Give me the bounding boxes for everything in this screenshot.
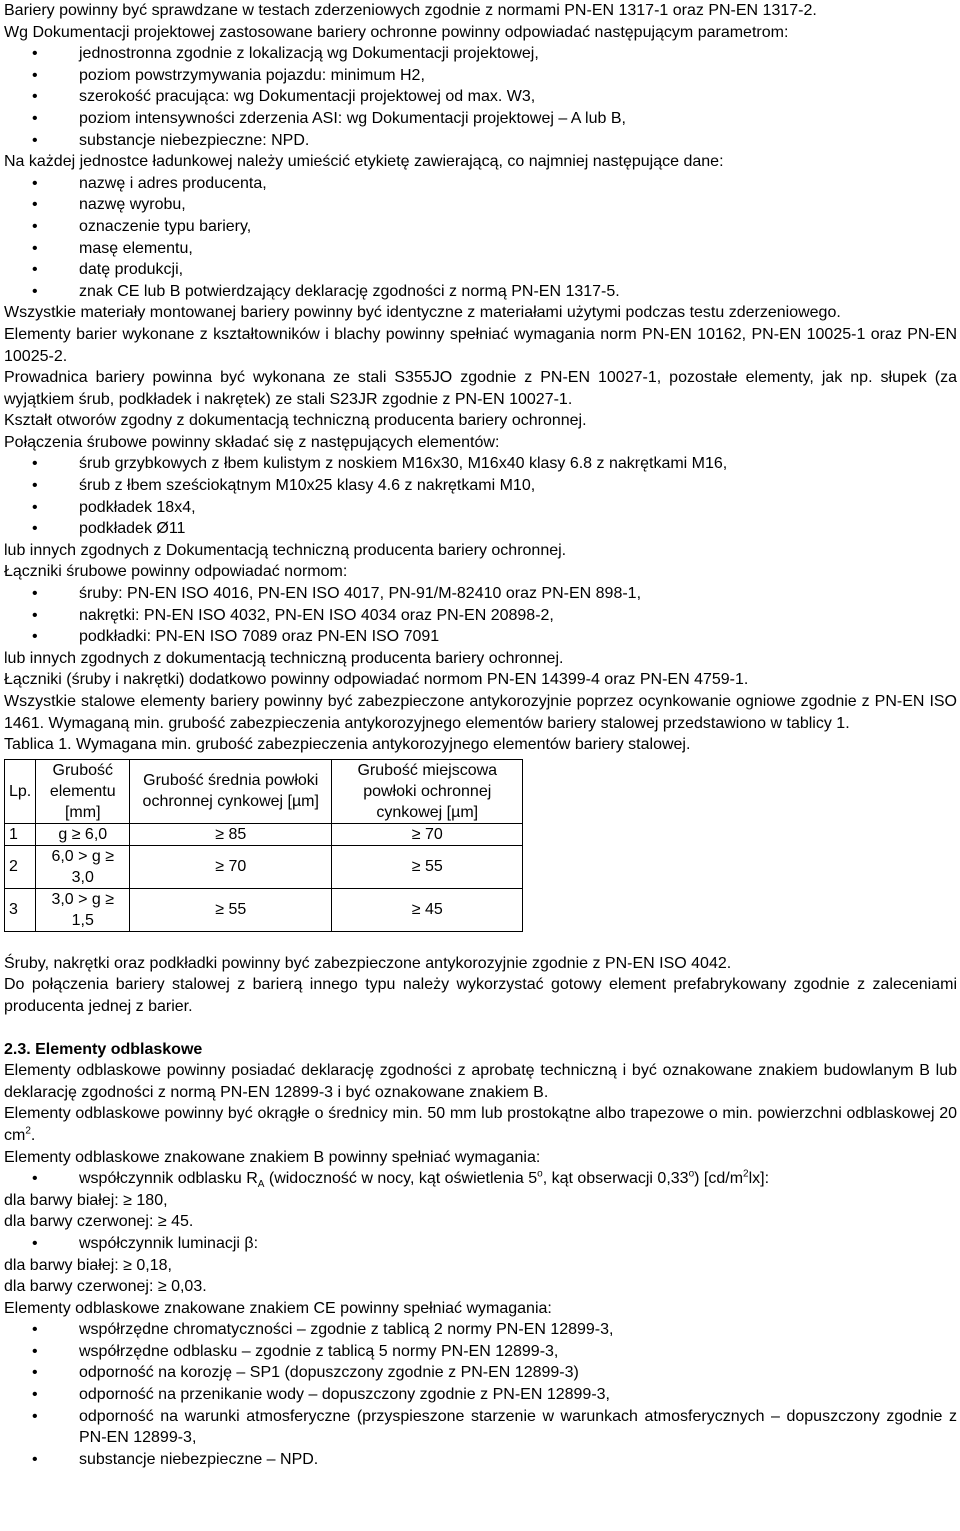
table-cell: 3,0 > g ≥ 1,5 — [36, 888, 130, 931]
table-header-cell: Grubość elementu [mm] — [36, 759, 130, 823]
bullet-list — [4, 583, 957, 648]
table-header-cell: Grubość miejscowa powłoki ochronnej cynkowej [µm] — [332, 759, 523, 823]
paragraph: Łączniki (śruby i nakrętki) dodatkowo powinny odpowiadać normom PN-EN 14399-4 oraz PN-EN 4759-1. — [4, 671, 749, 689]
table-cell: ≥ 55 — [332, 845, 523, 888]
bullet-list — [4, 453, 957, 539]
paragraph: Bariery powinny być sprawdzane w testach zderzeniowych zgodnie z normami PN-EN 1317-1 oraz PN-EN 1317-2. — [4, 2, 817, 19]
text: ) [cd/m — [694, 1170, 744, 1188]
list-item: • podkładek Ø11 — [4, 518, 957, 540]
paragraph: lub innych zgodnych z Dokumentacją techniczną producenta bariery ochronnej. — [4, 541, 567, 559]
paragraph: Elementy odblaskowe znakowane znakiem B powinny spełniać wymagania: — [4, 1148, 541, 1166]
list-item: • znak CE lub B potwierdzający deklarację zgodności z normą PN-EN 1317-5. — [4, 281, 957, 303]
spacer — [4, 1018, 957, 1039]
superscript: o — [537, 1168, 543, 1180]
bullet-list — [4, 43, 957, 151]
table-cell: ≥ 55 — [130, 888, 332, 931]
bullet-list — [4, 1233, 957, 1255]
paragraph: Śruby, nakrętki oraz podkładki powinny być zabezpieczone antykorozyjnie zgodnie z PN-EN ISO 4042. — [4, 954, 732, 972]
table-row — [5, 888, 523, 931]
paragraph: Prowadnica bariery powinna być wykonana ze stali S355JO zgodnie z PN-EN 10027-1, pozostałe elementy, jak np. słupek (za wyjątkiem śrub, podkładek i nakrętek) ze stali S23JR zgodnie z PN-EN 10027-1. — [4, 369, 957, 408]
list-item: • odporność na korozję – SP1 (dopuszczony zgodnie z PN-EN 12899-3) — [4, 1362, 957, 1384]
spacer — [4, 932, 957, 953]
paragraph: dla barwy czerwonej: ≥ 0,03. — [4, 1278, 207, 1296]
list-item: • datę produkcji, — [4, 259, 957, 281]
list-item: • poziom powstrzymywania pojazdu: minimum H2, — [4, 65, 957, 87]
paragraph-text: . — [30, 1126, 36, 1144]
paragraph: Połączenia śrubowe powinny składać się z następujących elementów: — [4, 433, 500, 451]
paragraph — [4, 1103, 957, 1146]
paragraph: Na każdej jednostce ładunkowej należy umieścić etykietę zawierającą, co najmniej następujące dane: — [4, 153, 724, 171]
list-item: • współrzędne odblasku – zgodnie z tablicą 5 normy PN-EN 12899-3, — [4, 1341, 957, 1363]
text: (widoczność w nocy, kąt oświetlenia 5 — [264, 1170, 538, 1188]
list-item: • śrub grzybkowych z łbem kulistym z noskiem M16x30, M16x40 klasy 6.8 z nakrętkami M16, — [4, 453, 957, 475]
superscript: 2 — [25, 1125, 31, 1137]
paragraph: Kształt otworów zgodny z dokumentacją techniczną producenta bariery ochronnej. — [4, 412, 587, 430]
paragraph: dla barwy czerwonej: ≥ 45. — [4, 1213, 194, 1231]
paragraph: Do połączenia bariery stalowej z barierą innego typu należy wykorzystać gotowy element prefabrykowany zgodnie z zaleceniami producenta jednej z barier. — [4, 976, 957, 1015]
list-item: • nazwę i adres producenta, — [4, 173, 957, 195]
superscript: o — [688, 1168, 695, 1180]
superscript: 2 — [743, 1168, 749, 1180]
paragraph: Wszystkie stalowe elementy bariery powinny być zabezpieczone antykorozyjnie poprzez ocynkowanie ogniowe zgodnie z PN-EN ISO 1461. Wymaganą min. grubość zabezpieczenia antykorozyjnego elementów bariery stalowej przedstawiono w tablicy 1. — [4, 693, 957, 732]
paragraph: dla barwy białej: ≥ 180, — [4, 1191, 168, 1209]
paragraph: lub innych zgodnych z dokumentacją techniczną producenta bariery ochronnej. — [4, 649, 564, 667]
list-item: • śruby: PN-EN ISO 4016, PN-EN ISO 4017, PN-91/M-82410 oraz PN-EN 898-1, — [4, 583, 957, 605]
table-cell: 1 — [5, 823, 36, 845]
table-cell: ≥ 70 — [332, 823, 523, 845]
table-cell: g ≥ 6,0 — [36, 823, 130, 845]
table-cell: ≥ 85 — [130, 823, 332, 845]
paragraph-text: Elementy odblaskowe powinny być okrągłe o średnicy min. 50 mm lub prostokątne albo trapezowe o min. powierzchni odblaskowej 20 cm — [4, 1105, 957, 1144]
table-cell: ≥ 45 — [332, 888, 523, 931]
bullet-list — [4, 1168, 957, 1190]
coating-thickness-table — [4, 759, 523, 932]
table-cell: ≥ 70 — [130, 845, 332, 888]
list-item: • odporność na przenikanie wody – dopuszczony zgodnie z PN-EN 12899-3, — [4, 1384, 957, 1406]
list-item: • jednostronna zgodnie z lokalizacją wg Dokumentacji projektowej, — [4, 43, 957, 65]
text: , kąt obserwacji 0,33 — [542, 1170, 689, 1188]
table-header-row — [5, 759, 523, 823]
list-item: • szerokość pracująca: wg Dokumentacji projektowej od max. W3, — [4, 86, 957, 108]
paragraph: Łączniki śrubowe powinny odpowiadać normom: — [4, 563, 348, 581]
table-caption: Tablica 1. Wymagana min. grubość zabezpieczenia antykorozyjnego elementów bariery stalowej. — [4, 736, 691, 754]
section-heading: 2.3. Elementy odblaskowe — [4, 1040, 203, 1058]
table-header-cell: Grubość średnia powłoki ochronnej cynkowej [µm] — [130, 759, 332, 823]
paragraph: dla barwy białej: ≥ 0,18, — [4, 1256, 172, 1274]
table-row — [5, 845, 523, 888]
paragraph: Wg Dokumentacji projektowej zastosowane bariery ochronne powinny odpowiadać następującym parametrom: — [4, 23, 789, 41]
list-item: • śrub z łbem sześciokątnym M10x25 klasy 4.6 z nakrętkami M10, — [4, 475, 957, 497]
text: współczynnik odblasku R — [79, 1170, 258, 1188]
list-item: • współrzędne chromatyczności – zgodnie z tablicą 2 normy PN-EN 12899-3, — [4, 1319, 957, 1341]
list-item — [4, 1168, 957, 1190]
table-cell: 6,0 > g ≥ 3,0 — [36, 845, 130, 888]
paragraph: Wszystkie materiały montowanej bariery powinny być identyczne z materiałami użytymi podczas testu zderzeniowego. — [4, 304, 841, 322]
list-item: • współczynnik luminacji β: — [4, 1233, 957, 1255]
list-item: • substancje niebezpieczne: NPD. — [4, 130, 957, 152]
list-item: • poziom intensywności zderzenia ASI: wg Dokumentacji projektowej – A lub B, — [4, 108, 957, 130]
list-item: • nazwę wyrobu, — [4, 194, 957, 216]
list-item: • substancje niebezpieczne – NPD. — [4, 1449, 957, 1471]
list-item: • masę elementu, — [4, 238, 957, 260]
paragraph: Elementy odblaskowe znakowane znakiem CE powinny spełniać wymagania: — [4, 1299, 552, 1317]
table-row — [5, 823, 523, 845]
paragraph: Elementy odblaskowe powinny posiadać deklarację zgodności z aprobatę techniczną i być oznakowane znakiem budowlanym B lub deklarację zgodności z normą PN-EN 12899-3 i być oznakowane znakiem B. — [4, 1062, 957, 1101]
table-header-cell: Lp. — [5, 759, 36, 823]
table-cell: 2 — [5, 845, 36, 888]
list-item: • nakrętki: PN-EN ISO 4032, PN-EN ISO 4034 oraz PN-EN 20898-2, — [4, 605, 957, 627]
paragraph: Elementy barier wykonane z kształtowników i blachy powinny spełniać wymagania norm PN-EN 10162, PN-EN 10025-1 oraz PN-EN 10025-2. — [4, 325, 957, 365]
list-item: • oznaczenie typu bariery, — [4, 216, 957, 238]
text: lx]: — [748, 1170, 770, 1188]
list-item: • podkładki: PN-EN ISO 7089 oraz PN-EN ISO 7091 — [4, 626, 957, 648]
bullet-list — [4, 1319, 957, 1470]
list-item: • odporność na warunki atmosferyczne (przyspieszone starzenie w warunkach atmosferycznych – dopuszczony zgodnie z PN-EN 12899-3, — [4, 1406, 957, 1449]
list-item: • podkładek 18x4, — [4, 497, 957, 519]
subscript: A — [257, 1179, 265, 1191]
table-cell: 3 — [5, 888, 36, 931]
bullet-list — [4, 173, 957, 303]
